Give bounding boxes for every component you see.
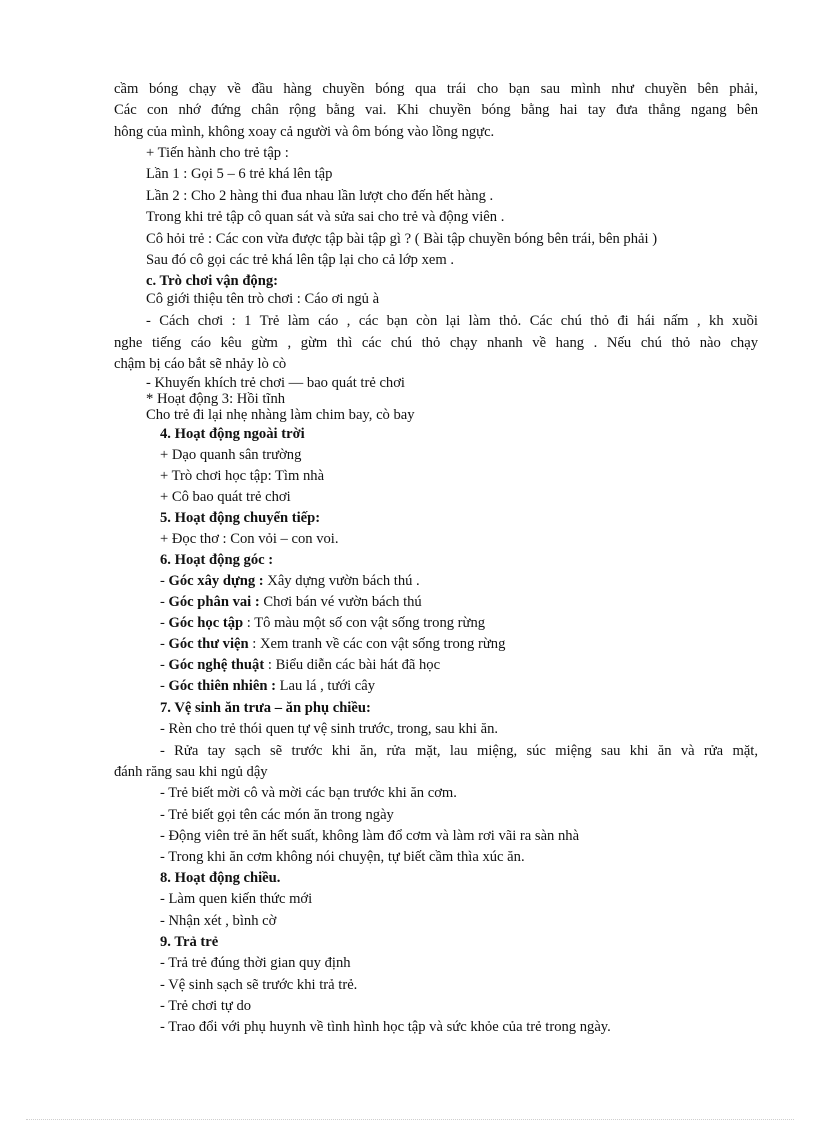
list-item: - Góc phân vai : Chơi bán vé vườn bách thú xyxy=(160,594,422,610)
paragraph-line: nghe tiếng cáo kêu gừm , gừm thì các chú thỏ chạy nhanh về hang . Nếu chú thỏ nào chạy xyxy=(114,335,758,351)
corner-label: Góc xây dựng : xyxy=(168,573,264,589)
section-heading xyxy=(160,424,305,445)
heading-text: 5. Hoạt động chuyển tiếp: xyxy=(160,510,321,526)
list-item: đánh răng sau khi ngủ dậy xyxy=(114,764,268,780)
heading-text: 6. Hoạt động góc : xyxy=(160,552,274,568)
paragraph-line: Cô giới thiệu tên trò chơi : Cáo ơi ngủ à xyxy=(146,291,380,307)
section-heading xyxy=(160,868,280,889)
list-item: - Trong khi ăn cơm không nói chuyện, tự biết cầm thìa xúc ăn. xyxy=(160,849,525,865)
list-item: - Góc thư viện : Xem tranh về các con vật sống trong rừng xyxy=(160,636,506,652)
list-item: - Góc học tập : Tô màu một số con vật sống trong rừng xyxy=(160,615,486,631)
paragraph-line: chậm bị cáo bắt sẽ nhảy lò cò xyxy=(114,356,287,372)
list-item: - Trao đổi với phụ huynh về tình hình học tập và sức khỏe của trẻ trong ngày. xyxy=(160,1019,611,1035)
page-footer-divider xyxy=(26,1119,794,1120)
heading-text: c. Trò chơi vận động: xyxy=(146,273,279,289)
list-item: + Dạo quanh sân trường xyxy=(160,447,302,463)
corner-label: Góc nghệ thuật xyxy=(168,657,265,673)
list-item: - Trẻ chơi tự do xyxy=(160,998,252,1014)
corner-label: Góc học tập xyxy=(168,615,244,631)
list-item: - Động viên trẻ ăn hết suất, không làm đổ cơm và làm rơi vãi ra sàn nhà xyxy=(160,828,580,844)
paragraph-line: Cho trẻ đi lại nhẹ nhàng làm chim bay, cò bay xyxy=(146,407,415,423)
heading-text: 9. Trả trẻ xyxy=(160,934,219,950)
paragraph-line: + Tiến hành cho trẻ tập : xyxy=(146,145,289,161)
list-item: - Rửa tay sạch sẽ trước khi ăn, rửa mặt, lau miệng, súc miệng sau khi ăn và rửa mặt, xyxy=(160,743,758,759)
list-item: - Vệ sinh sạch sẽ trước khi trả trẻ. xyxy=(160,977,358,993)
heading-text: 7. Vệ sinh ăn trưa – ăn phụ chiều: xyxy=(160,700,371,716)
list-item: - Rèn cho trẻ thói quen tự vệ sinh trước, trong, sau khi ăn. xyxy=(160,721,499,737)
list-item: + Trò chơi học tập: Tìm nhà xyxy=(160,468,325,484)
paragraph-line: Trong khi trẻ tập cô quan sát và sửa sai cho trẻ và động viên . xyxy=(146,209,505,225)
paragraph-line: Cô hỏi trẻ : Các con vừa được tập bài tập gì ? ( Bài tập chuyền bóng bên trái, bên phải ) xyxy=(146,231,658,247)
list-item: - Góc thiên nhiên : Lau lá , tưới cây xyxy=(160,678,376,694)
heading-text: 8. Hoạt động chiều. xyxy=(160,870,281,886)
corner-label: Góc phân vai : xyxy=(168,594,260,610)
section-heading xyxy=(160,932,218,953)
section-heading xyxy=(160,550,273,571)
list-item: - Góc nghệ thuật : Biểu diễn các bài hát đã học xyxy=(160,657,441,673)
paragraph-line: - Khuyến khích trẻ chơi — bao quát trẻ chơi xyxy=(146,375,405,391)
paragraph-line: - Cách chơi : 1 Trẻ làm cáo , các bạn còn lại làm thỏ. Các chú thỏ đi hái nấm , kh xuồi xyxy=(146,313,758,329)
list-item: + Đọc thơ : Con vỏi – con voi. xyxy=(160,531,339,547)
paragraph-line: Lần 1 : Gọi 5 – 6 trẻ khá lên tập xyxy=(146,166,333,182)
section-heading xyxy=(160,508,320,529)
list-item: - Trẻ biết gọi tên các món ăn trong ngày xyxy=(160,807,394,823)
list-item: - Nhận xét , bình cờ xyxy=(160,913,277,929)
paragraph-line: Các con nhớ đứng chân rộng bằng vai. Khi chuyền bóng bằng hai tay đưa thẳng ngang bên xyxy=(114,102,758,118)
paragraph-line: * Hoạt động 3: Hồi tĩnh xyxy=(146,391,286,407)
list-item: - Góc xây dựng : Xây dựng vườn bách thú . xyxy=(160,573,420,589)
corner-label: Góc thiên nhiên : xyxy=(168,678,276,694)
list-item: + Cô bao quát trẻ chơi xyxy=(160,489,291,505)
list-item: - Trả trẻ đúng thời gian quy định xyxy=(160,955,351,971)
corner-label: Góc thư viện xyxy=(168,636,249,652)
list-item: - Làm quen kiến thức mới xyxy=(160,891,313,907)
section-heading xyxy=(160,698,371,719)
list-item: - Trẻ biết mời cô và mời các bạn trước khi ăn cơm. xyxy=(160,785,457,801)
paragraph-line: cầm bóng chạy về đầu hàng chuyền bóng qua trái cho bạn sau mình như chuyền bên phải, xyxy=(114,81,758,97)
heading-text: 4. Hoạt động ngoài trời xyxy=(160,426,305,442)
paragraph-line: Lần 2 : Cho 2 hàng thi đua nhau lần lượt cho đến hết hàng . xyxy=(146,188,494,204)
paragraph-line: hông của mình, không xoay cả người và ôm bóng vào lồng ngực. xyxy=(114,124,495,140)
paragraph-line: Sau đó cô gọi các trẻ khá lên tập lại cho cả lớp xem . xyxy=(146,252,454,268)
